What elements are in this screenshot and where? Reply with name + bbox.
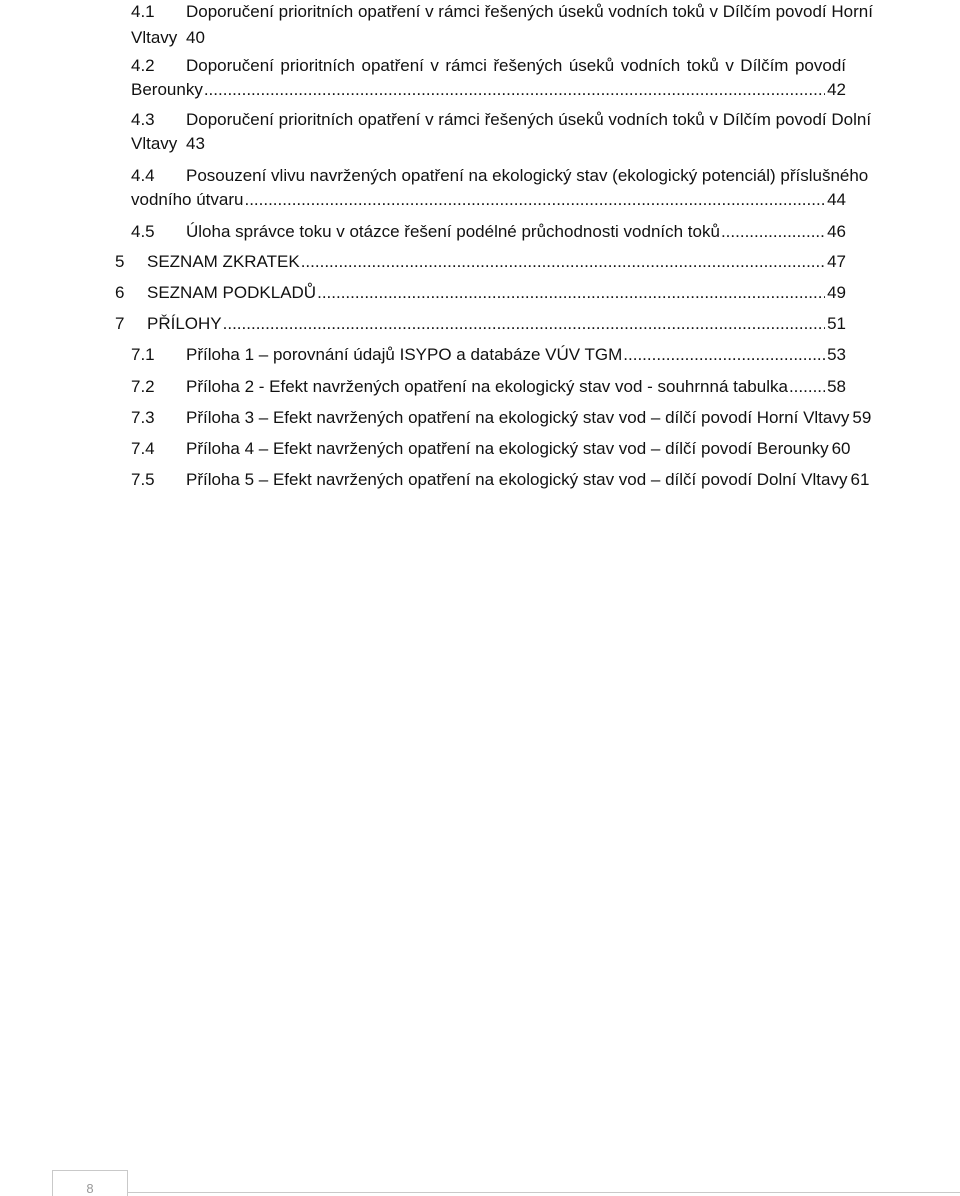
toc-entry-title: Úloha správce toku v otázce řešení podélné průchodnosti vodních toků — [186, 222, 720, 241]
toc-entry-line — [186, 377, 846, 397]
toc-entry-title: SEZNAM PODKLADŮ — [147, 283, 317, 302]
toc-entry-page: 46 — [827, 222, 846, 241]
toc-entry-number: 7.5 — [131, 470, 155, 489]
toc-dot-leader — [244, 190, 825, 210]
toc-entry-line2 — [131, 190, 846, 210]
toc-entry-number: 7 — [115, 314, 125, 333]
toc-entry-number: 4.4 — [131, 166, 155, 185]
toc-entry-number: 7.2 — [131, 377, 155, 396]
toc-entry-title: Posouzení vlivu navržených opatření na ekologický stav (ekologický potenciál) příslušného — [186, 166, 869, 185]
toc-entry-4-1[interactable] — [0, 2, 960, 46]
toc-entry-title: Doporučení prioritních opatření v rámci řešených úseků vodních toků v Dílčím povodí Horní — [186, 2, 873, 21]
toc-entry-page: 42 — [827, 80, 846, 99]
toc-entry-line2 — [131, 80, 846, 100]
toc-entry-number: 7.3 — [131, 408, 155, 427]
toc-entry-6[interactable] — [0, 283, 960, 305]
toc-entry-line — [147, 314, 846, 334]
toc-entry-page: 58 — [827, 377, 846, 396]
toc-entry-number: 7.4 — [131, 439, 155, 458]
toc-entry-line — [147, 252, 846, 272]
toc-entry-number: 7.1 — [131, 345, 155, 364]
toc-dot-leader — [721, 222, 825, 242]
toc-entry-title: Příloha 3 – Efekt navržených opatření na ekologický stav vod – dílčí povodí Horní Vltavy — [186, 408, 850, 427]
toc-entry-line — [186, 345, 846, 365]
toc-entry-title-continued: Vltavy — [131, 28, 178, 47]
toc-entry-title: Doporučení prioritních opatření v rámci řešených úseků vodních toků v Dílčím povodí Dolní — [186, 110, 872, 129]
toc-entry-title: SEZNAM ZKRATEK — [147, 252, 300, 271]
toc-entry-page: 60 — [831, 439, 851, 458]
toc-entry-number: 5 — [115, 252, 125, 271]
toc-entry-7-5[interactable] — [0, 470, 960, 492]
toc-dot-leader — [623, 345, 825, 365]
toc-entry-4-4[interactable] — [0, 166, 960, 210]
toc-entry-page: 44 — [827, 190, 846, 209]
toc-dot-leader — [317, 283, 825, 303]
toc-dot-leader — [789, 377, 825, 397]
toc-entry-page: 53 — [827, 345, 846, 364]
footer-rule — [128, 1192, 960, 1193]
toc-entry-page: 51 — [827, 314, 846, 333]
toc-entry-page: 49 — [827, 283, 846, 302]
toc-entry-title: Příloha 4 – Efekt navržených opatření na ekologický stav vod – dílčí povodí Berounky — [186, 439, 829, 458]
toc-entry-page: 61 — [850, 470, 870, 489]
toc-entry-line — [186, 439, 851, 459]
toc-entry-title-continued: vodního útvaru — [131, 190, 244, 209]
toc-entry-4-2[interactable] — [0, 56, 960, 100]
toc-entry-title: Příloha 1 – porovnání údajů ISYPO a databáze VÚV TGM — [186, 345, 623, 364]
toc-entry-number: 4.5 — [131, 222, 155, 241]
toc-entry-7-4[interactable] — [0, 439, 960, 461]
toc-dot-leader — [223, 314, 825, 334]
toc-entry-7-3[interactable] — [0, 408, 960, 430]
toc-dot-leader — [301, 252, 825, 272]
toc-entry-number: 6 — [115, 283, 125, 302]
page-number: 8 — [86, 1181, 94, 1196]
toc-entry-4-5[interactable] — [0, 222, 960, 244]
toc-entry-5[interactable] — [0, 252, 960, 274]
toc-entry-title: Příloha 2 - Efekt navržených opatření na ekologický stav vod - souhrnná tabulka — [186, 377, 788, 396]
toc-entry-7-2[interactable] — [0, 377, 960, 399]
toc-entry-number: 4.3 — [131, 110, 155, 129]
toc-entry-4-3[interactable] — [0, 110, 960, 154]
toc-entry-line — [186, 470, 870, 490]
toc-dot-leader — [204, 80, 825, 100]
toc-entry-page: 59 — [852, 408, 872, 427]
toc-entry-number: 4.2 — [131, 56, 155, 75]
toc-entry-line — [147, 283, 846, 303]
toc-entry-title-continued: Berounky — [131, 80, 203, 99]
toc-entry-page: 43 — [186, 134, 205, 153]
toc-entry-title: Příloha 5 – Efekt navržených opatření na ekologický stav vod – dílčí povodí Dolní Vltavy — [186, 470, 848, 489]
toc-entry-title-continued: Vltavy — [131, 134, 178, 153]
toc-entry-7[interactable] — [0, 314, 960, 336]
toc-entry-7-1[interactable] — [0, 345, 960, 367]
toc-entry-number: 4.1 — [131, 2, 155, 21]
toc-entry-line — [186, 408, 872, 428]
toc-entry-page: 47 — [827, 252, 846, 271]
toc-entry-line — [186, 222, 846, 242]
toc-entry-page: 40 — [186, 28, 205, 47]
toc-entry-title: Doporučení prioritních opatření v rámci řešených úseků vodních toků v Dílčím povodí — [186, 56, 846, 75]
toc-entry-title: PŘÍLOHY — [147, 314, 222, 333]
